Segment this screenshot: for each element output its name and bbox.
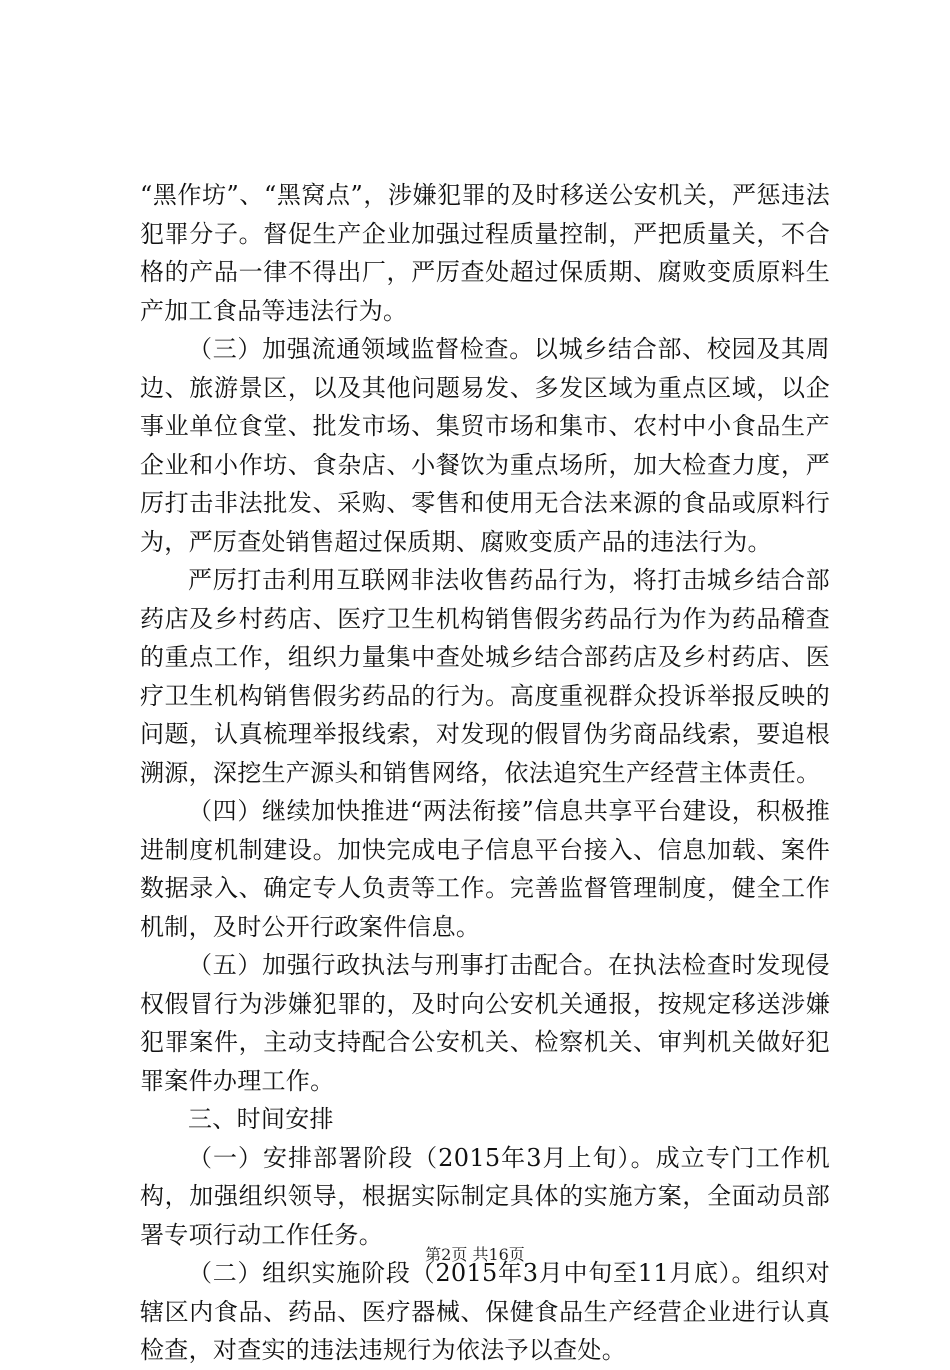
page-number-footer: 第2页 共16页 [425,1245,525,1264]
section-heading-schedule: 三、时间安排 [188,1105,334,1133]
paragraph-enforcement-coordination: （五）加强行政执法与刑事打击配合。在执法检查时发现侵权假冒行为涉嫌犯罪的，及时向公安机关通报，按规定移送涉嫌犯罪案件，主动支持配合公安机关、检察机关、审判机关做好犯罪案件办理工作。 [140,951,830,1095]
paragraph-implementation-stage: （二）组织实施阶段（2015年3月中旬至11月底）。组织对辖区内食品、药品、医疗器械、保健食品生产经营企业进行认真检查，对查实的违法违规行为依法予以查处。 [140,1259,830,1364]
paragraph-info-sharing-platform: （四）继续加快推进“两法衔接”信息共享平台建设，积极推进制度机制建设。加快完成电子信息平台接入、信息加载、案件数据录入、确定专人负责等工作。完善监督管理制度，健全工作机制，及时公开行政案件信息。 [140,797,830,941]
document-body [140,176,830,1370]
paragraph-continuation: “黑作坊”、“黑窝点”，涉嫌犯罪的及时移送公安机关，严惩违法犯罪分子。督促生产企业加强过程质量控制，严把质量关，不合格的产品一律不得出厂，严厉查处超过保质期、腐败变质原料生产加工食品等违法行为。 [140,181,830,325]
paragraph-deployment-stage: （一）安排部署阶段（2015年3月上旬）。成立专门工作机构，加强组织领导，根据实际制定具体的实施方案，全面动员部署专项行动工作任务。 [140,1143,830,1249]
paragraph-circulation-inspection: （三）加强流通领域监督检查。以城乡结合部、校园及其周边、旅游景区，以及其他问题易发、多发区域为重点区域，以企事业单位食堂、批发市场、集贸市场和集市、农村中小食品生产企业和小作坊、食杂店、小餐饮为重点场所，加大检查力度，严厉打击非法批发、采购、零售和使用无合法来源的食品或原料行为，严厉查处销售超过保质期、腐败变质产品的违法行为。 [140,335,830,556]
paragraph-internet-drug-sales: 严厉打击利用互联网非法收售药品行为，将打击城乡结合部药店及乡村药店、医疗卫生机构销售假劣药品行为作为药品稽查的重点工作，组织力量集中查处城乡结合部药店及乡村药店、医疗卫生机构销售假劣药品的行为。高度重视群众投诉举报反映的问题，认真梳理举报线索，对发现的假冒伪劣商品线索，要追根溯源，深挖生产源头和销售网络，依法追究生产经营主体责任。 [140,566,830,787]
